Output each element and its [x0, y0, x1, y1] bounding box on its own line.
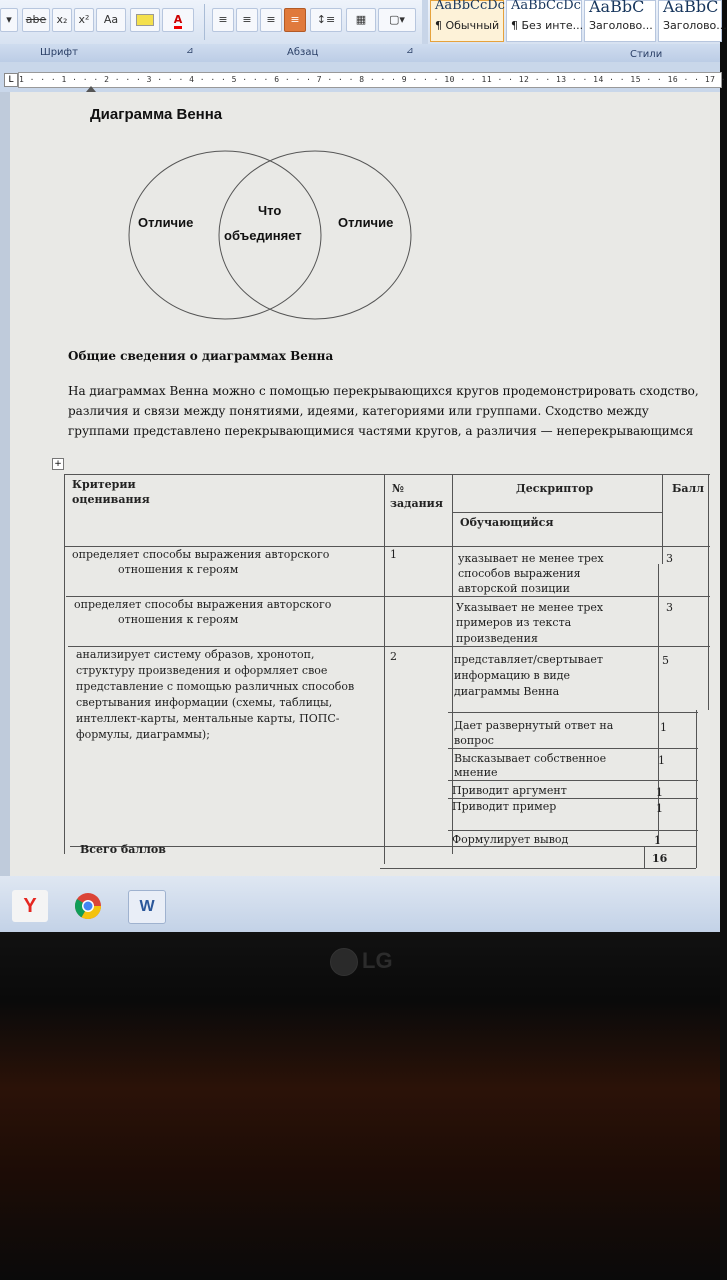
row2-descriptor-line-2: примеров из текста [456, 616, 572, 629]
align-left-button[interactable] [212, 8, 234, 32]
justify-button[interactable] [284, 8, 306, 32]
row2-descriptor-line-1: Указывает не менее трех [456, 601, 604, 614]
row3-descriptor-line-1: представляет/свертывает [454, 653, 603, 666]
paragraph-dialog-launcher-icon[interactable]: ⊿ [406, 46, 414, 56]
taskbar [0, 876, 720, 932]
lg-logo-icon [330, 948, 358, 976]
group-font-label: Шрифт [40, 47, 78, 58]
ribbon-group-labels [0, 44, 720, 63]
row1-number: 1 [390, 548, 397, 561]
monitor-brand: LG [362, 948, 393, 973]
style-normal[interactable] [430, 0, 504, 42]
row2-criteria-line-1: определяет способы выражения авторского [74, 598, 332, 611]
align-center-icon: ≡ [242, 13, 252, 26]
row4-score: 1 [660, 721, 667, 734]
header-score: Балл [672, 482, 705, 495]
style-preview: AaBbCcDc [511, 0, 581, 13]
row8-score: 1 [654, 834, 661, 847]
header-criteria-2: оценивания [72, 493, 150, 506]
row1-score: 3 [666, 552, 673, 565]
line-spacing-icon: ↕≡ [316, 13, 336, 26]
chrome-logo-icon [72, 890, 104, 922]
subscript-button[interactable]: x₂ [52, 8, 72, 32]
venn-right-label: Отличие [338, 215, 394, 230]
header-number-2: задания [390, 497, 443, 510]
font-color-label: A [174, 13, 183, 29]
header-student: Обучающийся [460, 516, 554, 529]
tab-selector[interactable]: L [4, 73, 18, 87]
row1-criteria-line-2: отношения к героям [118, 563, 239, 576]
row6-descriptor: Приводит аргумент [452, 784, 567, 797]
row1-descriptor-line-3: авторской позиции [458, 582, 571, 595]
style-heading-1[interactable] [584, 0, 656, 42]
row3-criteria-line-5: интеллект-карты, ментальные карты, ПОПС- [76, 712, 340, 725]
font-dialog-launcher-icon[interactable]: ⊿ [186, 46, 194, 56]
row1-criteria-line-1: определяет способы выражения авторского [72, 548, 330, 561]
ribbon [0, 0, 727, 45]
style-name: Заголово... [663, 19, 727, 32]
row5-descriptor-line-1: Высказывает собственное [454, 752, 607, 765]
style-preview: AaBbC [663, 0, 719, 16]
row3-descriptor-line-3: диаграммы Венна [454, 685, 560, 698]
body-line-1: На диаграммах Венна можно с помощью перекрывающихся кругов продемонстрировать сходство, [68, 384, 699, 398]
yandex-browser-icon[interactable]: Y [12, 890, 48, 922]
style-name: ¶ Без инте... [511, 19, 584, 32]
style-preview: AaBbC [589, 0, 645, 16]
group-styles-label: Стили [630, 49, 663, 60]
row4-descriptor-line-2: вопрос [454, 734, 494, 747]
strikethrough-button[interactable]: abe [22, 8, 50, 32]
row3-criteria-line-3: представление с помощью различных способов [76, 680, 355, 693]
borders-button[interactable] [378, 8, 416, 32]
line-spacing-button[interactable] [310, 8, 342, 32]
shading-icon: ▦ [355, 13, 367, 26]
chrome-icon[interactable] [70, 890, 106, 922]
header-criteria-1: Критерии [72, 478, 136, 491]
body-line-3: группами представлено перекрывающимися частями кругов, а различия — неперекрывающимся [68, 424, 694, 438]
page-left-margin [0, 92, 10, 876]
monitor-bezel [0, 932, 720, 1280]
align-right-icon: ≡ [266, 13, 276, 26]
row7-descriptor: Приводит пример [452, 800, 557, 813]
row3-score: 5 [662, 654, 669, 667]
highlighter-icon [136, 14, 154, 26]
row7-score: 1 [656, 802, 663, 815]
row3-criteria-line-1: анализирует систему образов, хронотоп, [76, 648, 315, 661]
row1-descriptor-line-1: указывает не менее трех [458, 552, 604, 565]
align-center-button[interactable] [236, 8, 258, 32]
highlight-button[interactable] [130, 8, 160, 32]
font-color-button[interactable] [162, 8, 194, 32]
row3-criteria-line-4: свертывания информации (схемы, таблицы, [76, 696, 333, 709]
row4-descriptor-line-1: Дает развернутый ответ на [454, 719, 614, 732]
shading-button[interactable] [346, 8, 376, 32]
style-preview: AaBbCcDc [435, 0, 505, 13]
total-value: 16 [652, 852, 668, 865]
row6-score: 1 [656, 786, 663, 799]
row3-criteria-line-2: структуру произведения и оформляет свое [76, 664, 328, 677]
table-move-handle-icon[interactable]: + [52, 458, 64, 470]
borders-icon: ▢▾ [389, 13, 405, 26]
superscript-button[interactable]: x² [74, 8, 94, 32]
align-left-icon: ≡ [218, 13, 228, 26]
row8-descriptor: Формулирует вывод [452, 833, 569, 846]
font-size-dropdown[interactable]: ▾ [0, 8, 18, 32]
style-name: Заголово... [589, 19, 653, 32]
justify-icon: ≡ [290, 13, 300, 26]
row2-descriptor-line-3: произведения [456, 632, 538, 645]
group-paragraph-label: Абзац [287, 47, 319, 58]
row3-criteria-line-6: формулы, диаграммы); [76, 728, 210, 741]
venn-title: Диаграмма Венна [90, 106, 223, 123]
venn-center-label-2: объединяет [224, 228, 302, 243]
row2-criteria-line-2: отношения к героям [118, 613, 239, 626]
header-number-1: № [392, 482, 404, 495]
row3-number: 2 [390, 650, 397, 663]
header-descriptor: Дескриптор [516, 482, 594, 495]
style-heading-2[interactable] [658, 0, 727, 42]
row5-descriptor-line-2: мнение [454, 766, 498, 779]
style-no-spacing[interactable] [506, 0, 582, 42]
change-case-button[interactable]: Aa [96, 8, 126, 32]
row2-score: 3 [666, 601, 673, 614]
body-line-2: различия и связи между понятиями, идеями, категориями или группами. Сходство между [68, 404, 649, 418]
align-right-button[interactable] [260, 8, 282, 32]
venn-center-label-1: Что [258, 203, 282, 218]
horizontal-ruler[interactable]: 1 · · · 1 · · · 2 · · · 3 · · · 4 · · · 5 · · · 6 · · · 7 · · · 8 · · · 9 · · · 10 · · 11 · · 12 · · 13 · · 14 · · 15 · · 16 · · 17 · [18, 72, 722, 88]
total-label: Всего баллов [80, 843, 166, 856]
style-name: ¶ Обычный [435, 19, 500, 32]
row1-descriptor-line-2: способов выражения [458, 567, 581, 580]
venn-left-label: Отличие [138, 215, 194, 230]
section-heading: Общие сведения о диаграммах Венна [68, 349, 334, 363]
row5-score: 1 [658, 754, 665, 767]
row3-descriptor-line-2: информацию в виде [454, 669, 571, 682]
word-icon[interactable]: W [128, 890, 166, 924]
